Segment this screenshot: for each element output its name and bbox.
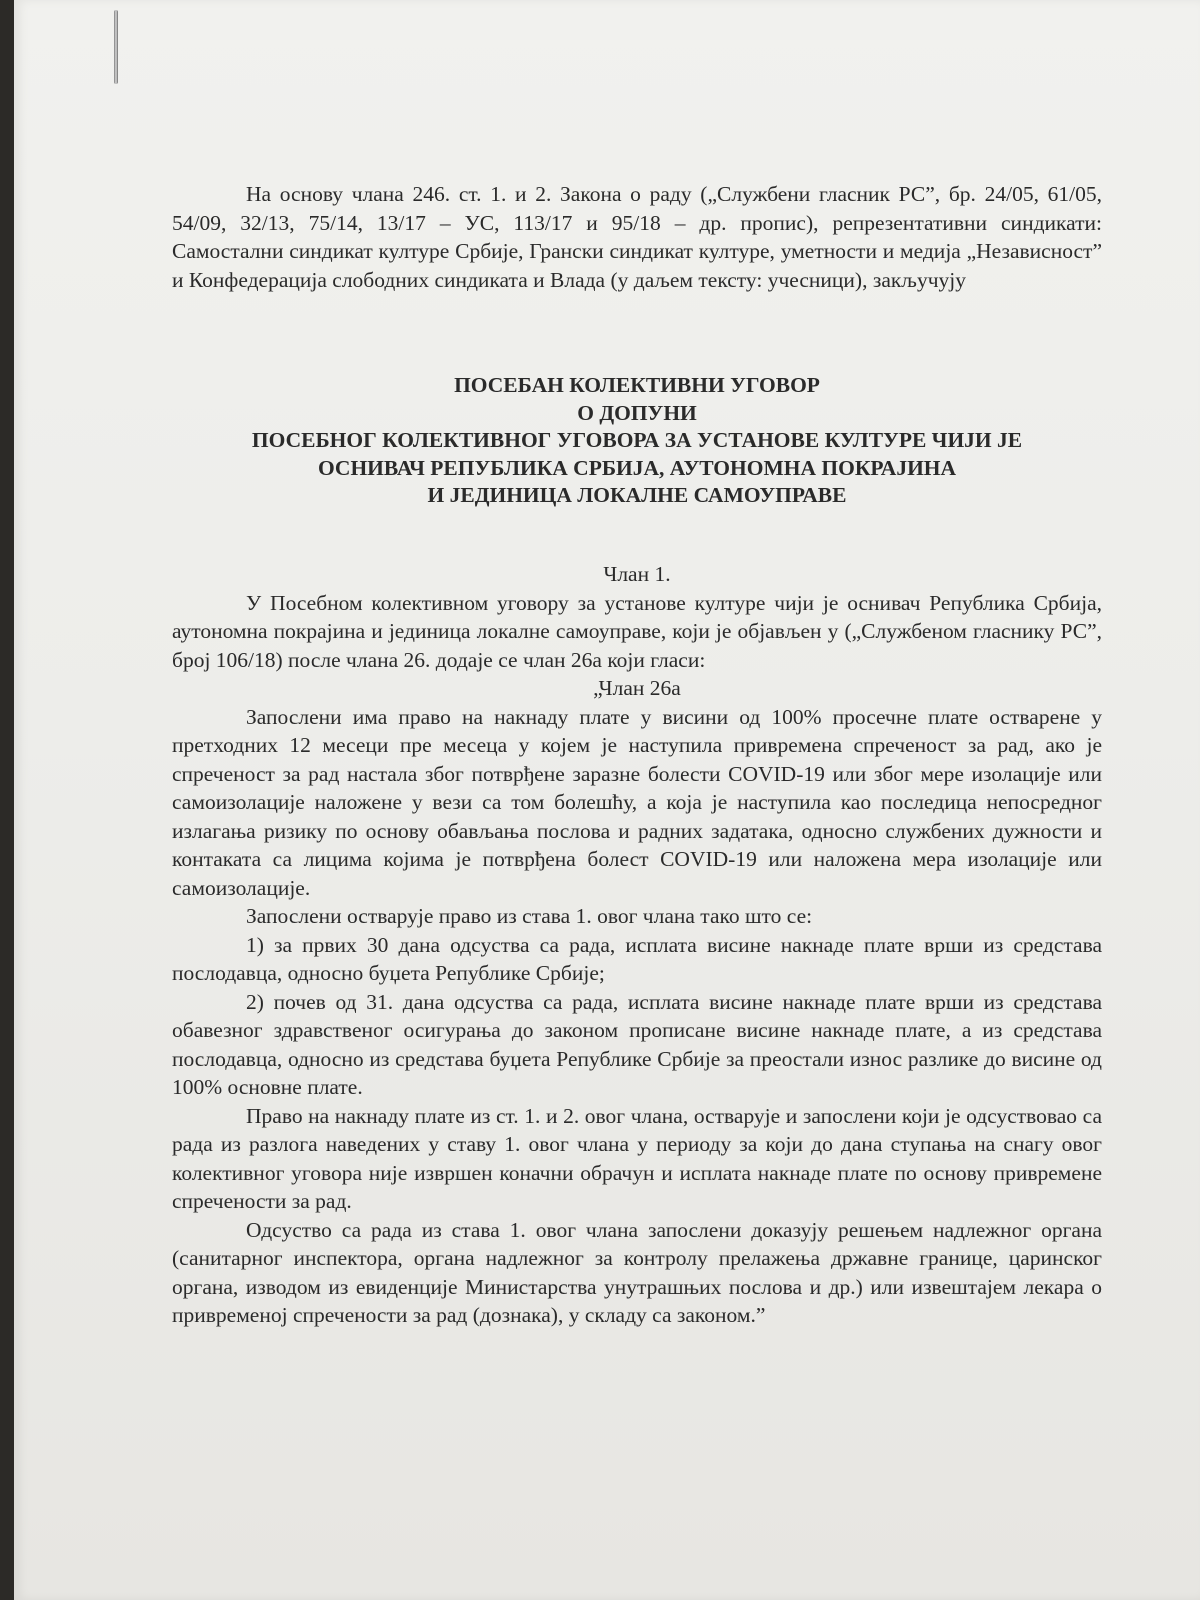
- article-sub-heading: „Члан 26а: [593, 676, 681, 700]
- article-paragraph: Запослени има право на накнаду плате у висини од 100% просечне плате остварене у претходних 12 месеци пре месеца у којем је наступила привремена спреченост за рад, ако је спреченост за рад настала због потврђене заразне болести COVID-19 или због мере изолације или самоизолације наложене у вези са том болешћу, а која је наступила као последица непосредног излагања ризику по основу обављања послова и радних задатака, односно службених дужности и контаката са лицима којима је потврђена болест COVID-19 или наложена мера изолације или самоизолације.: [172, 704, 1102, 900]
- preamble-section: [172, 180, 1102, 294]
- title-line: ОСНИВАЧ РЕПУБЛИКА СРБИЈА, АУТОНОМНА ПОКРАЈИНА: [317, 455, 957, 480]
- article-intro: У Посебном колективном уговору за установе културе чији је оснивач Република Србија, аутономна покрајина и јединица локалне самоуправе, који је објављен у („Службеном гласнику РС”, број 106/18) после члана 26. додаје се члан 26а који гласи:: [172, 590, 1102, 672]
- document-title: [172, 372, 1102, 510]
- article-paragraph: Право на накнаду плате из ст. 1. и 2. овог члана, остварује и запослени који је одсуствовао са рада из разлога наведених у ставу 1. овог члана у периоду за који до дана ступања на снагу овог колективног уговора није извршен коначни обрачун и исплата накнаде плате по основу привремене спречености за рад.: [172, 1103, 1102, 1213]
- article-paragraph: Одсуство са рада из става 1. овог члана запослени доказују решењем надлежног органа (санитарног инспектора, органа надлежног за контролу прелажења државне границе, царинског органа, изводом из евиденције Министарства унутрашњих послова и др.) или извештајем лекара о привременој спречености за рад (дознака), у складу са законом.”: [172, 1217, 1102, 1327]
- preamble-paragraph: На основу члана 246. ст. 1. и 2. Закона о раду („Службени гласник РС”, бр. 24/05, 61/05, 54/09, 32/13, 75/14, 13/17 – УС, 113/17 и 95/18 – др. пропис), репрезентативни синдикати: Самостални синдикат културе Србије, Грански синдикат културе, уметности и медија „Независност” и Конфедерација слободних синдиката и Влада (у даљем тексту: учесници), закључују: [172, 182, 1102, 292]
- article-list-item: 2) почев од 31. дана одсуства са рада, исплата висине накнаде плате врши из средстава обавезног здравственог осигурања до законом прописане висине накнаде плате, а из средстава послодавца, односно из средстава буџета Републике Србије за преостали износ разлике до висине од 100% основне плате.: [172, 989, 1102, 1099]
- article-body: [172, 560, 1102, 1330]
- staple: [114, 10, 118, 84]
- article-heading: Члан 1.: [603, 562, 671, 586]
- title-line: О ДОПУНИ: [577, 400, 697, 425]
- article-list-item: 1) за првих 30 дана одсуства са рада, исплата висине накнаде плате врши из средстава послодавца, односно буџета Републике Србије;: [172, 932, 1102, 985]
- document-page: [14, 0, 1200, 1600]
- title-line: ПОСЕБНОГ КОЛЕКТИВНОГ УГОВОРА ЗА УСТАНОВЕ КУЛТУРЕ ЧИЈИ ЈЕ: [251, 428, 1023, 452]
- title-line: И ЈЕДИНИЦА ЛОКАЛНЕ САМОУПРАВЕ: [427, 483, 847, 507]
- title-line: ПОСЕБАН КОЛЕКТИВНИ УГОВОР: [454, 373, 820, 397]
- article-paragraph: Запослени остварује право из става 1. овог члана тако што се:: [246, 904, 813, 928]
